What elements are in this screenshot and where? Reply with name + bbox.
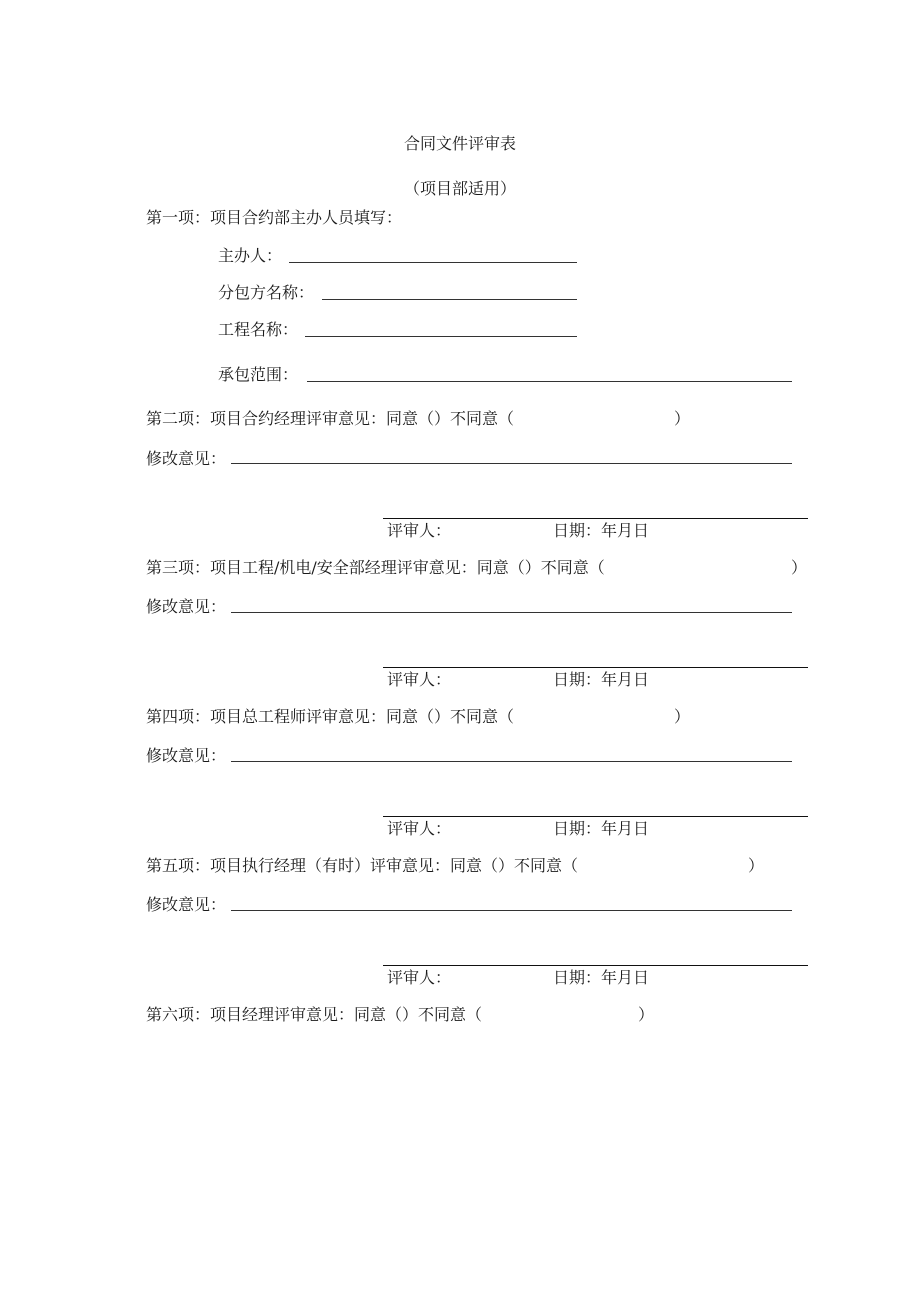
section2-modify-label: 修改意见： [146,449,227,468]
section3-date-label: 日期：年月日 [553,670,650,689]
section4-modify-label: 修改意见： [146,746,227,765]
section4-heading: 第四项：项目总工程师评审意见：同意（）不同意（ [146,707,515,726]
field-label-scope: 承包范围： [218,365,299,384]
document-subtitle: （项目部适用） [403,179,516,198]
field-line-scope[interactable] [307,381,792,382]
field-label-organizer: 主办人： [218,246,283,265]
section3-reviewer-label: 评审人： [387,670,452,689]
section5-date-label: 日期：年月日 [553,968,650,987]
section5-modify-line[interactable] [231,910,792,911]
section3-signature-line [383,667,808,668]
section1-heading: 第一项：项目合约部主办人员填写： [146,208,403,227]
section3-heading: 第三项：项目工程/机电/安全部经理评审意见：同意（）不同意（ [146,558,605,577]
section5-modify-label: 修改意见： [146,895,227,914]
section4-signature-line [383,816,808,817]
section4-modify-line[interactable] [231,761,792,762]
section3-modify-line[interactable] [231,612,792,613]
section5-close-paren: ） [748,856,765,875]
section5-heading: 第五项：项目执行经理（有时）评审意见：同意（）不同意（ [146,856,579,875]
field-label-project-name: 工程名称： [218,320,299,339]
section2-date-label: 日期：年月日 [553,521,650,540]
document-title: 合同文件评审表 [403,134,516,153]
section2-reviewer-label: 评审人： [387,521,452,540]
field-line-project-name[interactable] [305,336,577,337]
section6-heading: 第六项：项目经理评审意见：同意（）不同意（ [146,1005,483,1024]
section3-close-paren: ） [791,558,808,577]
section4-date-label: 日期：年月日 [553,819,650,838]
field-line-organizer[interactable] [289,262,577,263]
field-line-subcontractor[interactable] [322,299,577,300]
section5-reviewer-label: 评审人： [387,968,452,987]
section5-signature-line [383,965,808,966]
section2-heading: 第二项：项目合约经理评审意见：同意（）不同意（ [146,409,515,428]
section2-signature-line [383,518,808,519]
section4-close-paren: ） [674,707,691,726]
section3-modify-label: 修改意见： [146,597,227,616]
field-label-subcontractor: 分包方名称： [218,283,315,302]
section2-close-paren: ） [674,409,691,428]
section6-close-paren: ） [638,1005,655,1024]
section4-reviewer-label: 评审人： [387,819,452,838]
section2-modify-line[interactable] [231,463,792,464]
